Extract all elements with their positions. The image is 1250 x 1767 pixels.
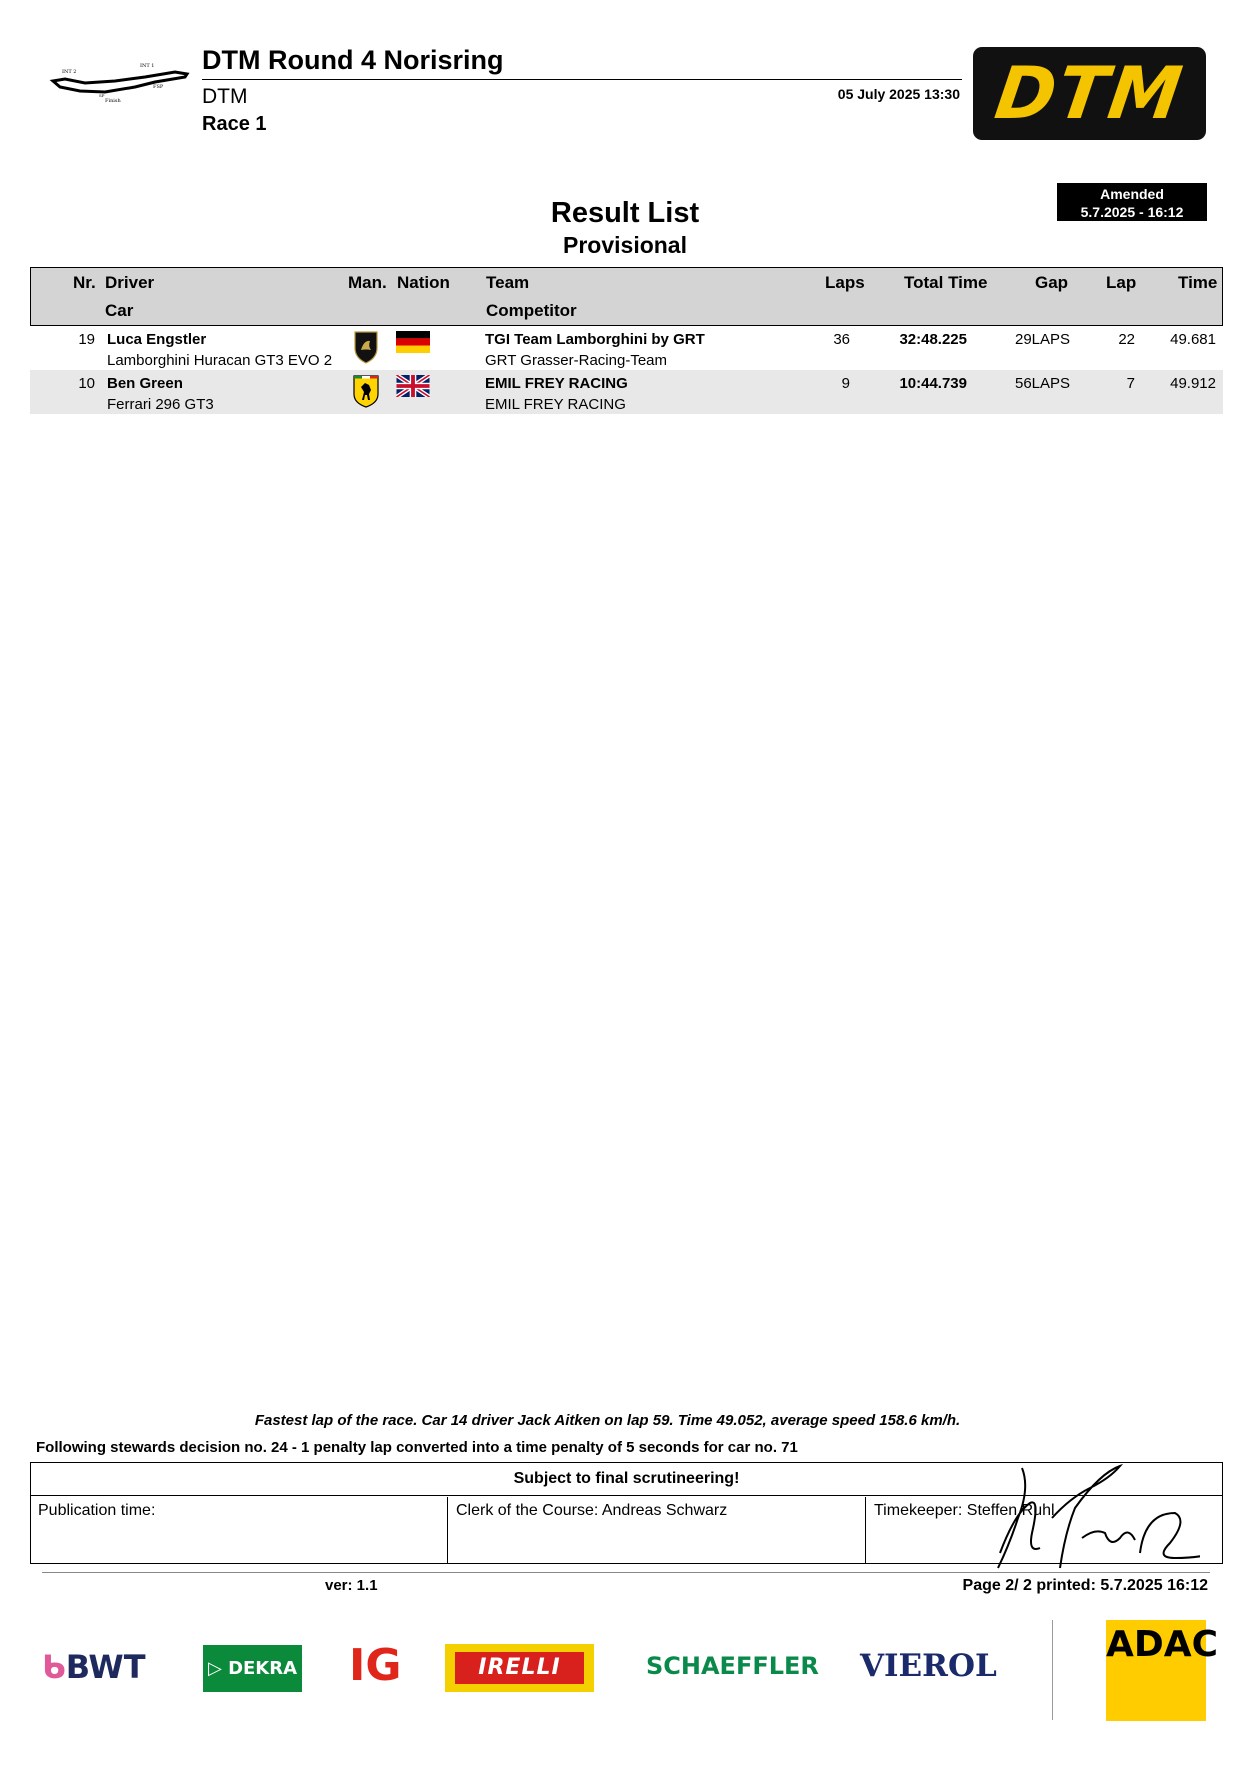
publication-time-label: Publication time:: [31, 1497, 448, 1563]
amended-datetime: 5.7.2025 - 16:12: [1080, 204, 1184, 220]
pirelli-logo-text: IRELLI: [455, 1652, 584, 1684]
team-name: TGI Team Lamborghini by GRT: [485, 331, 705, 348]
adac-logo-text: ADAC: [1106, 1624, 1219, 1665]
sponsor-divider: [1052, 1620, 1053, 1720]
clerk-of-course: Clerk of the Course: Andreas Schwarz: [449, 1497, 866, 1563]
table-row: [30, 326, 1223, 370]
schaeffler-logo: SCHAEFFLER: [646, 1652, 819, 1680]
pirelli-logo: [445, 1644, 594, 1692]
track-map-icon: [45, 55, 195, 105]
col-lap: Lap: [1106, 273, 1137, 292]
col-gap: Gap: [1035, 273, 1069, 292]
dekra-logo-text: DEKRA: [228, 1658, 298, 1679]
col-nr: Nr.: [73, 273, 96, 292]
team-name: EMIL FREY RACING: [485, 375, 628, 392]
lap-value: 7: [1126, 375, 1135, 392]
track-label-finish: Finish: [105, 98, 121, 104]
col-car: Car: [105, 301, 134, 320]
car-model: Ferrari 296 GT3: [107, 396, 214, 413]
track-label-int2: INT 2: [62, 69, 77, 75]
driver-name: Luca Engstler: [107, 331, 207, 348]
event-datetime: 05 July 2025 13:30: [837, 86, 960, 102]
col-time: Time: [1178, 273, 1218, 292]
col-laps: Laps: [825, 273, 865, 292]
col-team: Team: [486, 273, 530, 292]
bwt-logo-text: BWT: [65, 1648, 146, 1686]
laps-value: 36: [833, 331, 850, 348]
dekra-logo: [203, 1645, 302, 1692]
page-subtitle: Provisional: [563, 232, 687, 258]
scrutineering-note: Subject to final scrutineering!: [31, 1463, 1222, 1496]
vierol-logo: VIEROL: [860, 1648, 997, 1684]
laps-value: 9: [841, 375, 850, 392]
table-header: [30, 267, 1223, 326]
col-nation: Nation: [397, 273, 450, 292]
germany-flag-icon: [396, 331, 430, 353]
col-driver: Driver: [105, 273, 155, 292]
adac-logo: [1106, 1620, 1219, 1721]
timekeeper: Timekeeper: Steffen Ruhl: [874, 1502, 1055, 1519]
competitor-name: GRT Grasser-Racing-Team: [485, 352, 667, 369]
timekeeper-signature: [970, 1458, 1200, 1578]
dtm-logo: [973, 47, 1206, 140]
ig-logo: IG: [349, 1640, 402, 1691]
title-divider: [202, 79, 962, 80]
event-title: DTM Round 4 Norisring: [202, 45, 504, 75]
car-number: 10: [78, 375, 95, 392]
car-number: 19: [78, 331, 95, 348]
col-competitor: Competitor: [486, 301, 577, 320]
track-label-int1: INT 1: [140, 63, 155, 69]
version-label: ver: 1.1: [325, 1577, 378, 1594]
series-name: DTM: [202, 85, 248, 108]
col-total-time: Total Time: [904, 273, 988, 292]
session-name: Race 1: [202, 113, 267, 135]
bwt-mark-icon: ᑲ: [42, 1648, 66, 1686]
gap-value: 56LAPS: [1015, 375, 1071, 392]
amended-label: Amended: [1100, 186, 1164, 202]
table-row: [30, 370, 1223, 414]
competitor-name: EMIL FREY RACING: [485, 396, 626, 413]
page-info: Page 2/ 2 printed: 5.7.2025 16:12: [962, 1577, 1208, 1594]
footer-divider: [42, 1572, 1210, 1573]
time-value: 49.681: [1170, 331, 1216, 348]
col-man: Man.: [348, 273, 387, 292]
lap-value: 22: [1118, 331, 1135, 348]
total-time-value: 32:48.225: [899, 331, 967, 348]
time-value: 49.912: [1170, 375, 1216, 392]
track-label-sp: SP: [99, 93, 105, 98]
page-title: Result List: [550, 197, 700, 229]
uk-flag-icon: [396, 375, 430, 397]
driver-name: Ben Green: [107, 375, 183, 392]
gap-value: 29LAPS: [1015, 331, 1071, 348]
ferrari-icon: [352, 374, 380, 408]
lamborghini-icon: [352, 330, 380, 364]
track-label-fsp: FSP: [153, 84, 164, 90]
bwt-logo: [42, 1648, 146, 1686]
stewards-decision-note: Following stewards decision no. 24 - 1 penalty lap converted into a time penalty of 5 seconds for car no. 71: [36, 1439, 798, 1456]
dekra-arrow-icon: ▷: [207, 1658, 229, 1679]
car-model: Lamborghini Huracan GT3 EVO 2: [107, 352, 333, 369]
total-time-value: 10:44.739: [899, 375, 967, 392]
fastest-lap-note: Fastest lap of the race. Car 14 driver Jack Aitken on lap 59. Time 49.052, average speed 158.6 km/h.: [254, 1412, 961, 1429]
dtm-logo-text: DTM: [990, 51, 1189, 135]
